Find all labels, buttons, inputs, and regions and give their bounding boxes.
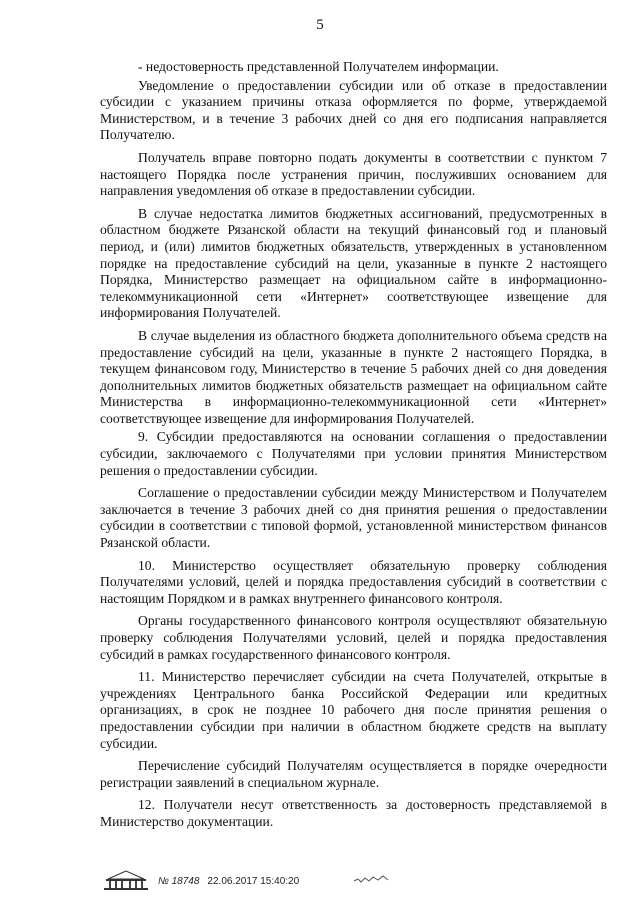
paragraph: Перечисление субсидий Получателям осуществляется в порядке очередности регистрации заявлений в специальном журнале. <box>100 758 607 790</box>
paragraph: 9. Субсидии предоставляются на основании соглашения о предоставлении субсидии, заключаемого с Получателями при условии принятия Министерством решения о предоставлении субсидии. <box>100 429 607 478</box>
page-number: 5 <box>316 17 324 33</box>
timestamp: 22.06.2017 15:40:20 <box>207 875 300 887</box>
paragraph: Органы государственного финансового контроля осуществляют обязательную проверку соблюдения Получателями условий, целей и порядка предоставления субсидий в рамках государственного финансового контроля. <box>100 613 607 662</box>
paragraph: 11. Министерство перечисляет субсидии на счета Получателей, открытые в учреждениях Центрального банка Российской Федерации или кредитных организациях, в срок не позднее 10 рабочего дня после принятия решения о предоставлении субсидии при наличии в областном бюджете средств на выплату субсидии. <box>100 669 607 751</box>
document-number: № 18748 <box>158 875 200 887</box>
document-body <box>100 59 607 837</box>
paragraph: 10. Министерство осуществляет обязательную проверку соблюдения Получателями условий, целей и порядка предоставления субсидий в соответствии с настоящим Порядком и в рамках внутреннего финансового контроля. <box>100 557 607 606</box>
paragraph: В случае выделения из областного бюджета дополнительного объема средств на предоставление субсидий на цели, указанные в пункте 2 настоящего Порядка, в текущем финансовом году, Министерство в течение 5 рабочих дней со дня доведения дополнительных лимитов бюджетных обязательств размещает на официальном сайте Министерства в информационно-телекоммуникационной сети «Интернет» соответствующее извещение для информирования Получателей. <box>100 327 607 426</box>
paragraph: В случае недостатка лимитов бюджетных ассигнований, предусмотренных в областном бюджете Рязанской области на текущий финансовый год и плановый период, и (или) лимитов бюджетных обязательств, утвержденных в установленном порядке на предоставление субсидий на цели, указанные в пункте 2 настоящего Порядка, Министерство размещает на официальном сайте в информационно-телекоммуникационной сети «Интернет» соответствующее извещение для информирования Получателей. <box>100 205 607 321</box>
paragraph: Получатель вправе повторно подать документы в соответствии с пунктом 7 настоящего Порядка после устранения причин, послуживших основанием для направления уведомления об отказе в предоставлении субсидии. <box>100 149 607 199</box>
footer <box>100 870 299 892</box>
paragraph: Соглашение о предоставлении субсидии между Министерством и Получателем заключается в течение 3 рабочих дней со дня принятия решения о предоставлении субсидии в соответствии с типовой формой, установленной министерством финансов Рязанской области. <box>100 485 607 551</box>
government-building-stamp-icon <box>100 870 152 892</box>
signature-scribble <box>352 872 392 886</box>
paragraph: Уведомление о предоставлении субсидии или об отказе в предоставлении субсидии с указанием причины отказа оформляется по форме, утверждаемой Министерством, и в течение 3 рабочих дней со дня его подписания направляется Получателю. <box>100 77 607 143</box>
paragraph: - недостоверность представленной Получателем информации. <box>138 59 499 74</box>
paragraph: 12. Получатели несут ответственность за достоверность представляемой в Министерство документации. <box>100 797 607 829</box>
